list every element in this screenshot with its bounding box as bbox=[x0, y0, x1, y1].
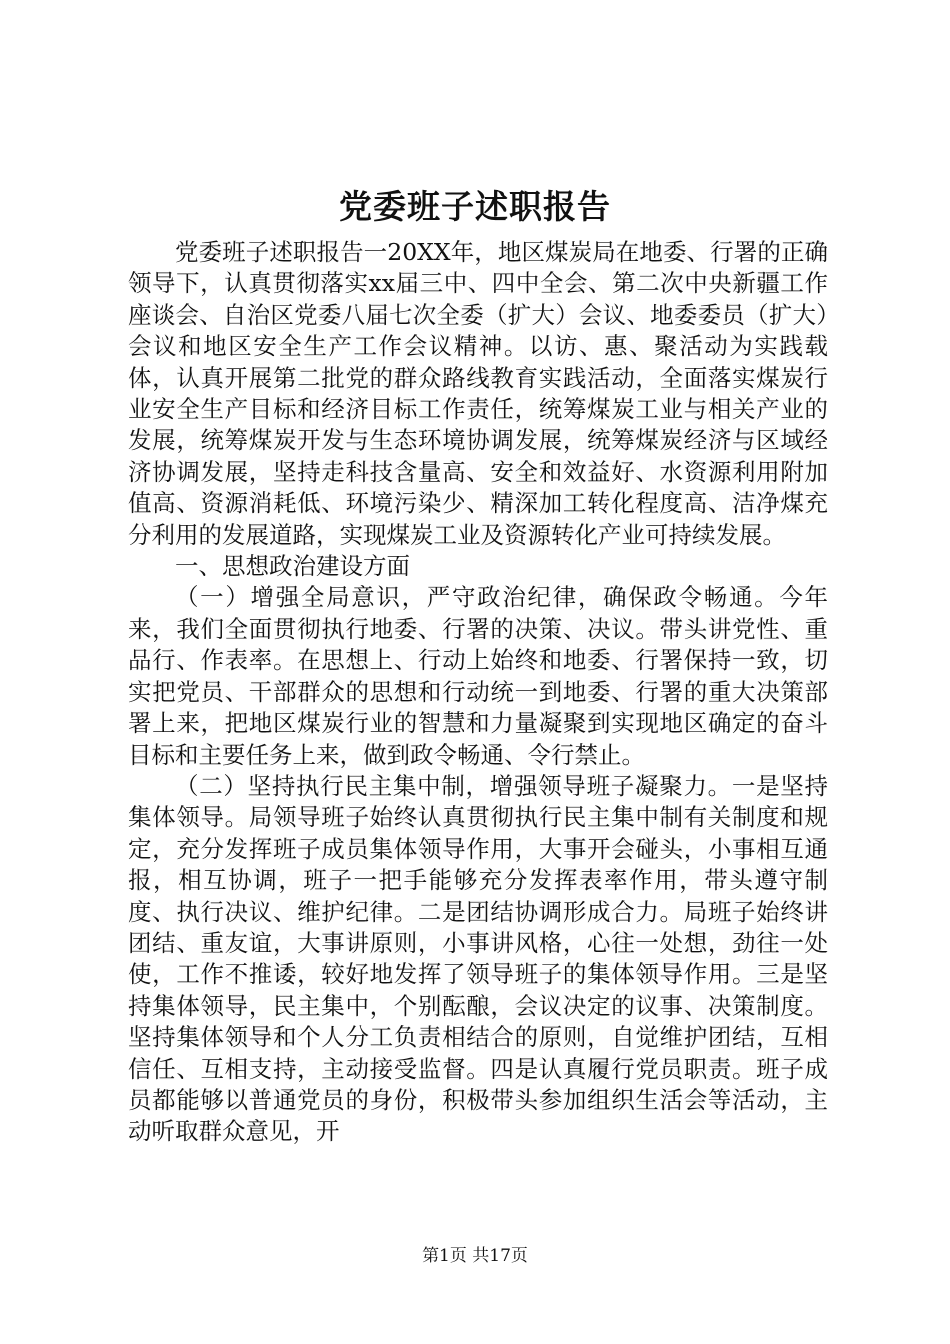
document-title: 党委班子述职报告 bbox=[339, 187, 611, 226]
subsection-paragraph-2: （二）坚持执行民主集中制，增强领导班子凝聚力。一是坚持集体领导。局领导班子始终认真贯彻执行民主集中制有关制度和规定，充分发挥班子成员集体领导作用，大事开会碰头，小事相互通报，相互协调，班子一把手能够充分发挥表率作用，带头遵守制度、执行决议、维护纪律。二是团结协调形成合力。局班子始终讲团结、重友谊，大事讲原则，小事讲风格，心往一处想，劲往一处使，工作不推诿，较好地发挥了领导班子的集体领导作用。三是坚持集体领导，民主集中，个别酝酿，会议决定的议事、决策制度。坚持集体领导和个人分工负责相结合的原则，自觉维护团结，互相信任、互相支持，主动接受监督。四是认真履行党员职责。班子成员都能够以普通党员的身份，积极带头参加组织生活会等活动，主动听取群众意见，开 bbox=[128, 771, 828, 1146]
page-number-footer: 第1页 共17页 bbox=[422, 1246, 528, 1266]
intro-paragraph: 党委班子述职报告一20XX年，地区煤炭局在地委、行署的正确领导下，认真贯彻落实xx届三中、四中全会、第二次中央新疆工作座谈会、自治区党委八届七次全委（扩大）会议、地委委员（扩大）会议和地区安全生产工作会议精神。以访、惠、聚活动为实践载体，认真开展第二批党的群众路线教育实践活动，全面落实煤炭行业安全生产目标和经济目标工作责任，统筹煤炭工业与相关产业的发展，统筹煤炭开发与生态环境协调发展，统筹煤炭经济与区域经济协调发展，坚持走科技含量高、安全和效益好、水资源利用附加值高、资源消耗低、环境污染少、精深加工转化程度高、洁净煤充分利用的发展道路，实现煤炭工业及资源转化产业可持续发展。 bbox=[128, 238, 828, 549]
section-heading: 一、思想政治建设方面 bbox=[175, 552, 410, 581]
document-body bbox=[128, 237, 828, 1148]
subsection-paragraph-1: （一）增强全局意识，严守政治纪律，确保政令畅通。今年来，我们全面贯彻执行地委、行署的决策、决议。带头讲党性、重品行、作表率。在思想上、行动上始终和地委、行署保持一致，切实把党员、干部群众的思想和行动统一到地委、行署的重大决策部署上来，把地区煤炭行业的智慧和力量凝聚到实现地区确定的奋斗目标和主要任务上来，做到政令畅通、令行禁止。 bbox=[128, 583, 828, 769]
